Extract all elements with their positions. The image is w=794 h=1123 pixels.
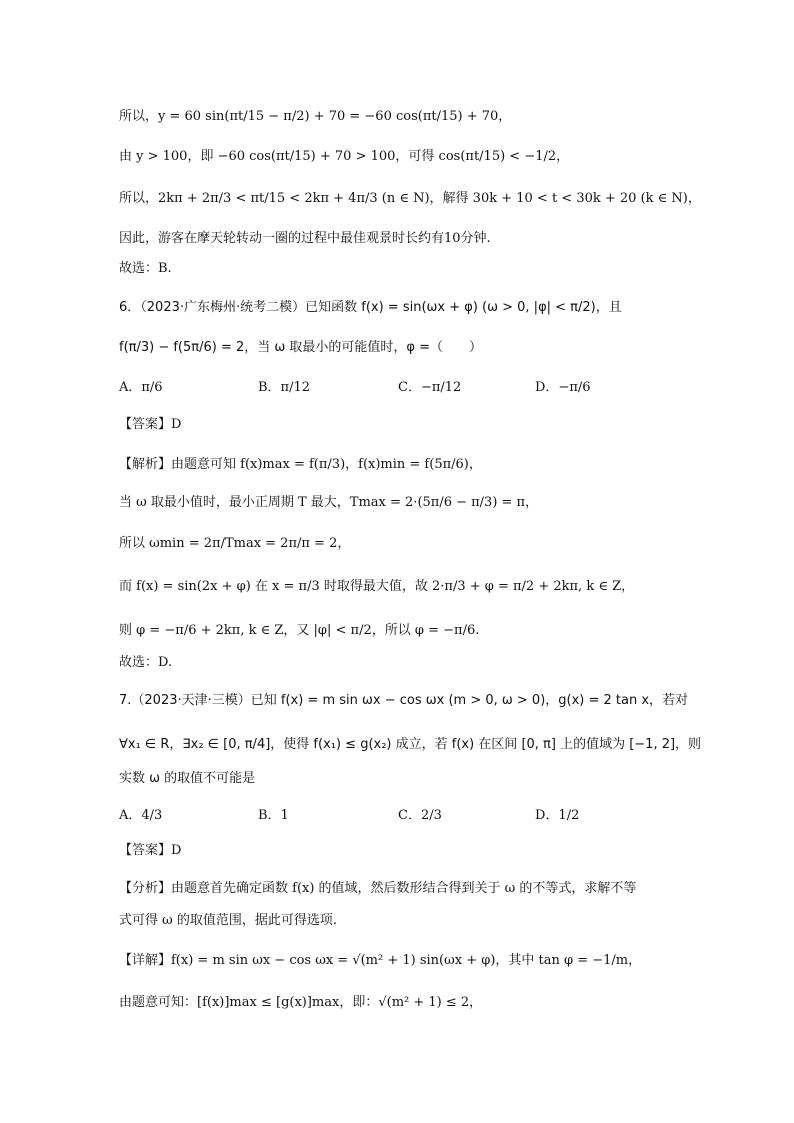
solution-line-3: 所以，2kπ + 2π/3 < πt/15 < 2kπ + 4π/3 (n ∈ N)，解得 30k + 10 < t < 30k + 20 (k ∈ N)， <box>119 191 701 206</box>
q6-analysis-3: 所以 ωmin = 2π/Tmax = 2π/π = 2， <box>119 536 351 551</box>
q6-choice-b: B．π/12 <box>258 380 311 395</box>
question-7-stem: 7.（2023·天津·三模）已知 f(x) = m sin ωx − cos ωx (m > 0, ω > 0)，g(x) = 2 tan x，若对 <box>119 693 689 708</box>
q7-choice-a: A．4/3 <box>119 808 163 823</box>
question-6-stem-2: f(π/3) − f(5π/6) = 2，当 ω 取最小的可能值时，φ =（ ） <box>119 340 483 355</box>
q7-choice-b: B．1 <box>258 808 289 823</box>
answer-choice-line: 故选：B. <box>119 261 172 276</box>
question-7-stem-2: ∀x₁ ∈ R，∃x₂ ∈ [0, π/4]，使得 f(x₁) ≤ g(x₂) 成立，若 f(x) 在区间 [0, π] 上的值域为 [−1, 2]，则 <box>119 737 702 752</box>
question-7-stem-3: 实数 ω 的取值不可能是 <box>119 771 256 786</box>
q6-analysis-1: 【解析】由题意可知 f(x)max = f(π/3)，f(x)min = f(5π/6)， <box>119 457 482 472</box>
q7-detail-1: 【详解】f(x) = m sin ωx − cos ωx = √(m² + 1) sin(ωx + φ)，其中 tan φ = −1/m， <box>119 953 642 968</box>
q6-analysis-2: 当 ω 取最小值时，最小正周期 T 最大，Tmax = 2·(5π/6 − π/3) = π， <box>119 495 539 510</box>
q6-analysis-5: 则 φ = −π/6 + 2kπ, k ∈ Z，又 |φ| < π/2，所以 φ = −π/6. <box>119 623 480 638</box>
q6-answer: 【答案】D <box>119 417 182 432</box>
q6-choice-a: A．π/6 <box>119 380 163 395</box>
q7-detail-2: 由题意可知：[f(x)]max ≤ [g(x)]max，即：√(m² + 1) ≤ 2， <box>119 995 483 1010</box>
q7-analysis-1: 【分析】由题意首先确定函数 f(x) 的值域，然后数形结合得到关于 ω 的不等式，求解不等 <box>119 881 637 896</box>
question-6-stem: 6．（2023·广东梅州·统考二模）已知函数 f(x) = sin(ωx + φ) (ω > 0, |φ| < π/2)，且 <box>119 300 622 315</box>
q7-answer: 【答案】D <box>119 843 182 858</box>
q6-choice-c: C．−π/12 <box>398 380 462 395</box>
solution-line-1: 所以，y = 60 sin(πt/15 − π/2) + 70 = −60 cos(πt/15) + 70， <box>119 109 512 124</box>
q7-analysis-2: 式可得 ω 的取值范围，据此可得选项. <box>119 913 337 928</box>
solution-line-2: 由 y > 100，即 −60 cos(πt/15) + 70 > 100，可得 cos(πt/15) < −1/2， <box>119 149 570 164</box>
q6-choice-d: D．−π/6 <box>535 380 591 395</box>
q7-choice-d: D．1/2 <box>535 808 580 823</box>
q7-choice-c: C．2/3 <box>398 808 442 823</box>
q6-conclusion: 故选：D. <box>119 655 173 670</box>
q6-analysis-4: 而 f(x) = sin(2x + φ) 在 x = π/3 时取得最大值，故 2·π/3 + φ = π/2 + 2kπ, k ∈ Z， <box>119 579 635 594</box>
solution-line-4: 因此，游客在摩天轮转动一圈的过程中最佳观景时长约有10分钟. <box>119 231 491 246</box>
